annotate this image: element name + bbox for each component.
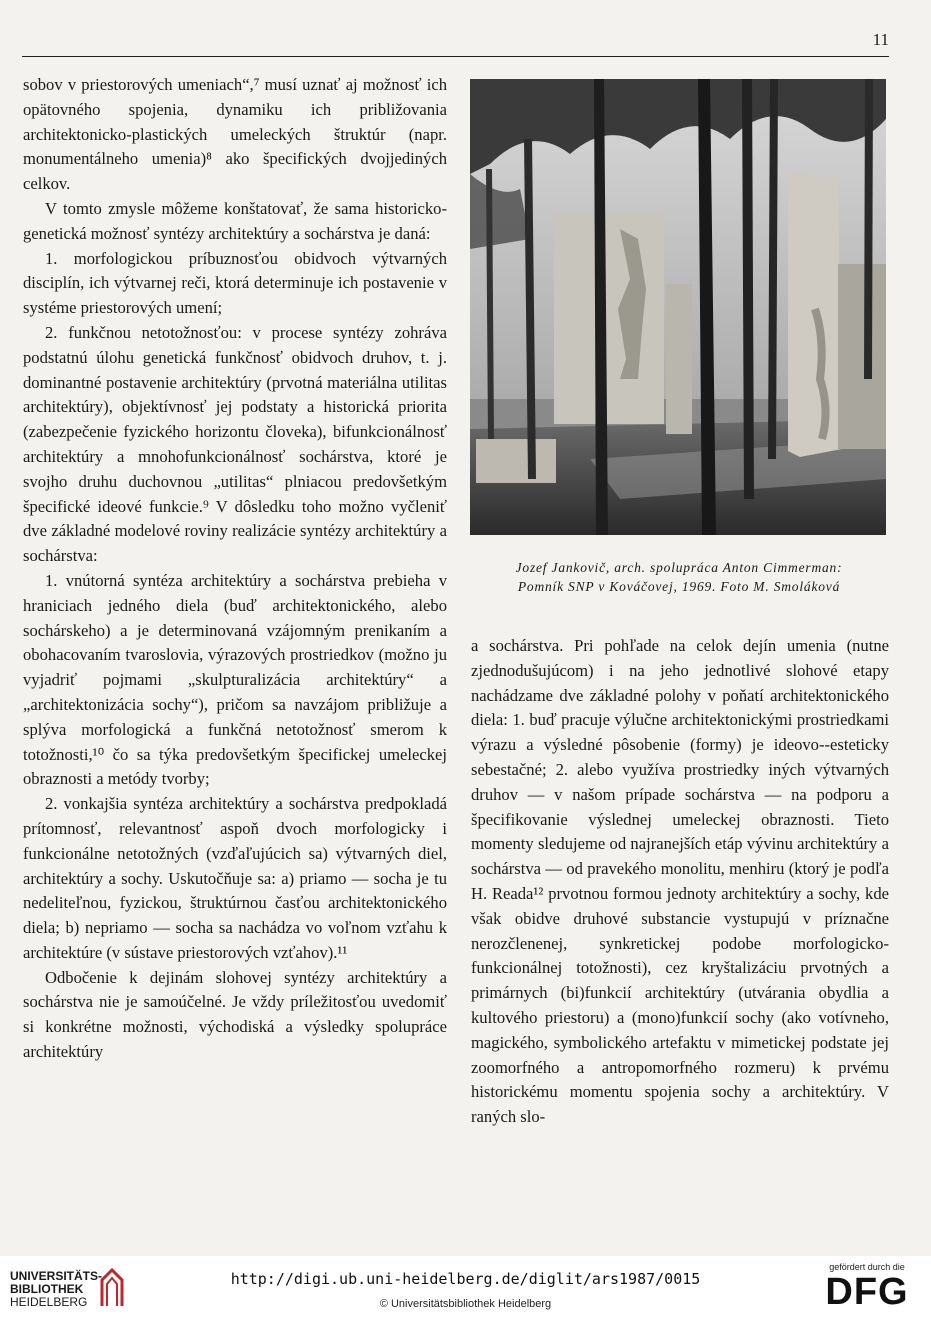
paragraph: 1. vnútorná syntéza architektúry a sochárstva prebieha v hraniciach jedného diela (buď architektonického, alebo sochárskeho) a je determinovaná vzájomným prenikaním a obohacovaním tvaroslovia, výrazových prostriedkov (možno ju vyjadriť pojmami „skulpturalizácia architektúry“ a „architektonizácia sochy“), pričom sa navzájom približuje a splýva morfologická a funkčná netotožnosť smerom k totožnosti,¹⁰ čo sa týka predovšetkým špecifickej umeleckej obraznosti a metódy tvorby; — [23, 570, 447, 789]
dfg-logo[interactable] — [817, 1262, 917, 1312]
paragraph: a sochárstva. Pri pohľade na celok dejín umenia (nutne zjednodušujúcom) i na jeho jednotlivé slohové etapy nachádzame dve základné polohy v poňatí architektonického diela: 1. buď pracuje výlučne architektonickými prostriedkami výrazu a výsledné pôsobenie (formy) je ideovo--esteticky sebestačné; 2. alebo využíva prostriedky iných výtvarných druhov — v našom prípade sochárstva — na podporu a špecifikovanie výslednej umeleckej obraznosti. Tieto momenty sledujeme od najranejších etáp vývinu architektúry a sochárstva — od pravekého monolitu, menhiru (ktorý je podľa H. Reada¹² prvotnou formou jednoty architektúry a sochy, kde však obidve druhové substancie vystupujú v príznačne nerozčlenenej, synkretickej podobe morfologicko-funkcionálnej totožnosti), cez kryštalizáciu prvotných a primárnych (bi)funkcií architektúry (utvárania obydlia a kultového priestoru) a (mono)funkcií sochy (ako votívneho, magického, symbolického artefaktu v mimetickej podstate jej zoomorfného a antropomorfného rozmeru) k prvému historickému momentu spojenia sochy a architektúry. V raných slo- — [471, 636, 889, 1127]
caption-line: Jozef Jankovič, arch. spolupráca Anton Cimmerman: — [515, 560, 843, 575]
header-rule — [22, 56, 889, 57]
paragraph: 2. funkčnou netotožnosťou: v procese syntézy zohráva podstatnú úlohu genetická funkčnosť obidvoch druhov, t. j. dominantné postavenie architektúry (prvotná materiálna utilitas architektúry), objektívnosť jej podstaty a historická priorita (zabezpečenie fyzického horizontu človeka), bifunkcionálnosť architektúry a mnohofunkcionálnosť sochárstva, ktoré je svojho druhu duchovnou „utilitas“ plniacou predovšetkým špecifické ideové funkcie.⁹ V dôsledku toho možno vyčleniť dve základné modelové roviny realizácie syntézy architektúry a sochárstva: — [23, 322, 447, 566]
copyright-notice: © Universitätsbibliothek Heidelberg — [379, 1298, 552, 1310]
library-name-line: HEIDELBERG — [10, 1295, 88, 1309]
monument-photo-illustration — [470, 79, 886, 535]
right-column — [471, 634, 889, 1130]
caption-line: Pomník SNP v Kováčovej, 1969. Foto M. Smoláková — [517, 579, 841, 594]
library-name-line: BIBLIOTHEK — [10, 1282, 84, 1296]
funding-label: gefördert durch die — [829, 1262, 905, 1272]
paragraph: sobov v priestorových umeniach“,⁷ musí uznať aj možnosť ich opätovného spojenia, dynamiku ich približovania architektonicko-plastických umeleckých štruktúr (napr. monumentálneho umenia)⁸ ako špecifických dvojjediných celkov. — [23, 75, 447, 194]
library-name-line: UNIVERSITÄTS- — [10, 1269, 103, 1283]
dfg-wordmark: DFG — [825, 1271, 909, 1313]
page-number: 11 — [872, 30, 889, 49]
permalink-url[interactable]: http://digi.ub.uni-heidelberg.de/diglit/ars1987/0015 — [230, 1270, 701, 1288]
left-column — [23, 73, 447, 1065]
photo-caption — [468, 558, 890, 596]
paragraph: 1. morfologickou príbuznosťou obidvoch výtvarných disciplín, ich výtvarnej reči, ktorá determinuje ich postavenie v systéme priestorových umení; — [23, 248, 447, 318]
footer-bar — [0, 1256, 931, 1322]
monument-photo — [470, 79, 886, 535]
paragraph: Odbočenie k dejinám slohovej syntézy architektúry a sochárstva nie je samoúčelné. Je vždy príležitosťou uvedomiť si konkrétne možnosti, východiská a výsledky spolupráce architektúry — [23, 967, 447, 1062]
paragraph: V tomto zmysle môžeme konštatovať, že sama historicko-genetická možnosť syntézy architektúry a sochárstva je daná: — [23, 198, 447, 243]
paragraph: 2. vonkajšia syntéza architektúry a sochárstva predpokladá prítomnosť, relevantnosť aspoň dvoch morfologicky i funkcionálne netotožných (vzďaľujúcich sa) výtvarných diel, architektúry a sochy. Uskutočňuje sa: a) priamo — socha je tu nedeliteľnou, fyzickou, štruktúrnou časťou architektonického diela; b) nepriamo — socha sa nachádza vo voľnom vzťahu k architektúre (v sústave priestorových vzťahov).¹¹ — [23, 794, 447, 962]
